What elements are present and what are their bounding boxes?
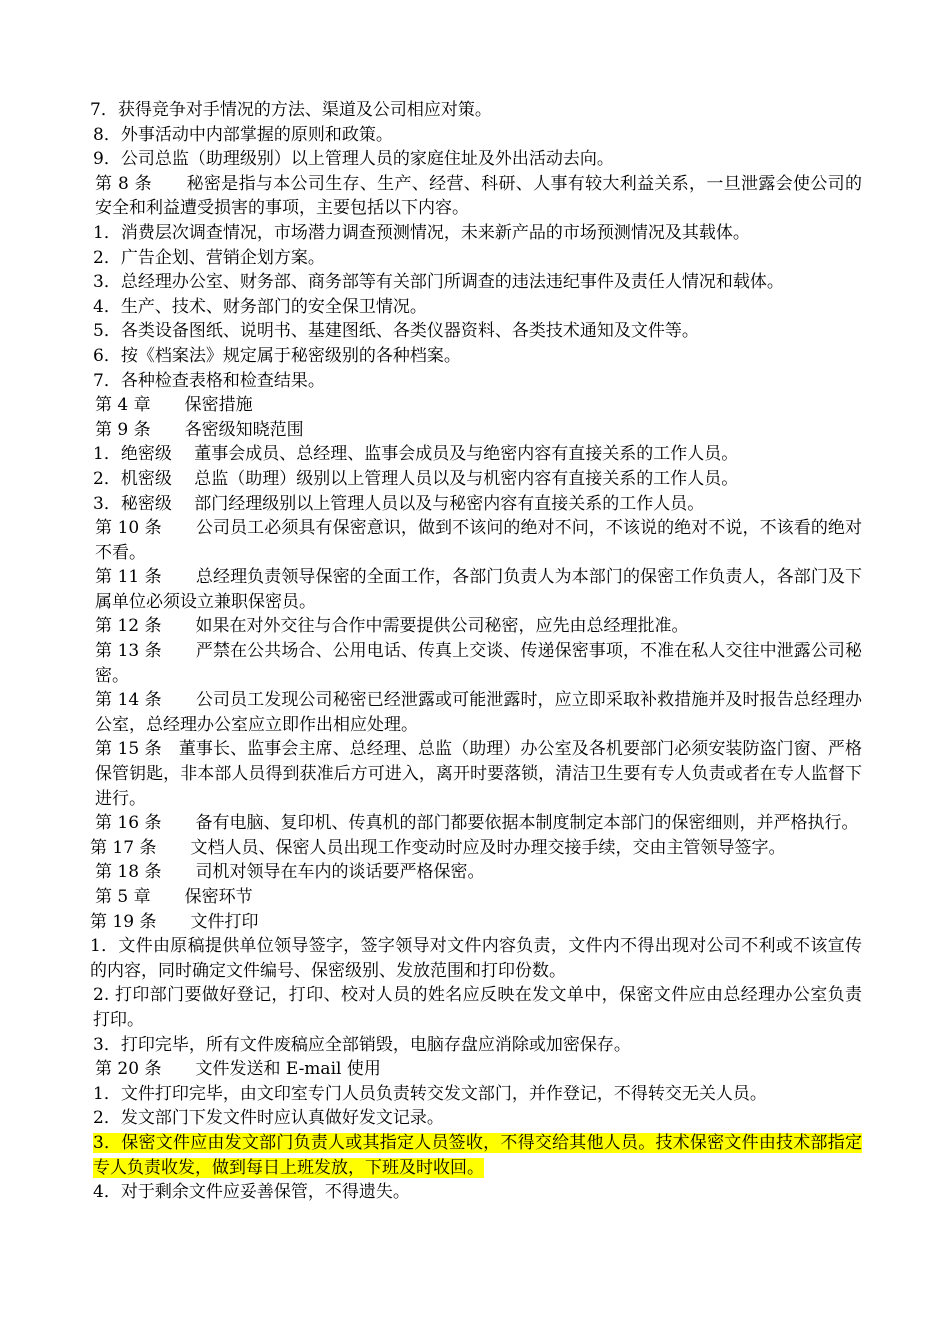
document-paragraph: 2．发文部门下发文件时应认真做好发文记录。: [93, 1108, 444, 1129]
document-paragraph: 第 16 条 备有电脑、复印机、传真机的部门都要依据本制度制定本部门的保密细则，并严格执行。: [95, 813, 859, 834]
document-paragraph: 2. 打印部门要做好登记，打印、校对人员的姓名应反映在发文单中，保密文件应由总经理办公室负责打印。: [93, 985, 862, 1030]
document-paragraph: 9．公司总监（助理级别）以上管理人员的家庭住址及外出活动去向。: [93, 149, 614, 170]
highlighted-paragraph: [90, 1131, 862, 1180]
document-paragraph: 第 11 条 总经理负责领导保密的全面工作，各部门负责人为本部门的保密工作负责人，各部门及下属单位必须设立兼职保密员。: [95, 567, 862, 612]
document-paragraph: 第 10 条 公司员工必须具有保密意识，做到不该问的绝对不问，不该说的绝对不说，不该看的绝对不看。: [95, 518, 862, 563]
document-paragraph: 第 8 条 秘密是指与本公司生存、生产、经营、科研、人事有较大利益关系，一旦泄露会使公司的安全和利益遭受损害的事项，主要包括以下内容。: [95, 173, 862, 219]
document-paragraph: 第 5 章 保密环节: [95, 887, 253, 907]
document-paragraph: 第 9 条 各密级知晓范围: [95, 419, 304, 440]
document-paragraph: 4．生产、技术、财务部门的安全保卫情况。: [93, 296, 427, 317]
document-paragraph: 第 17 条 文档人员、保密人员出现工作变动时应及时办理交接手续，交由主管领导签字。: [90, 837, 786, 858]
document-paragraph: 2．广告企划、营销企划方案。: [93, 247, 325, 268]
document-paragraph: 第 14 条 公司员工发现公司秘密已经泄露或可能泄露时，应立即采取补救措施并及时报告总经理办公室，总经理办公室应立即作出相应处理。: [95, 690, 862, 735]
document-body: [90, 98, 862, 1205]
document-paragraph: 7．获得竞争对手情况的方法、渠道及公司相应对策。: [90, 100, 492, 120]
document-paragraph: 2．机密级 总监（助理）级别以上管理人员以及与机密内容有直接关系的工作人员。: [93, 468, 739, 489]
document-paragraph: 第 15 条 董事长、监事会主席、总经理、总监（助理）办公室及各机要部门必须安装防盗门窗、严格保管钥匙，非本部人员得到获准后方可进入，离开时要落锁，清洁卫生要有专人负责或者在专人监督下进行。: [95, 739, 862, 809]
document-paragraph: 第 18 条 司机对领导在车内的谈话要严格保密。: [95, 862, 485, 883]
document-paragraph: 第 13 条 严禁在公共场合、公用电话、传真上交谈、传递保密事项，不准在私人交往中泄露公司秘密。: [95, 641, 862, 686]
document-paragraph: 第 12 条 如果在对外交往与合作中需要提供公司秘密，应先由总经理批准。: [95, 616, 689, 637]
document-paragraph: 第 4 章 保密措施: [95, 395, 253, 416]
document-paragraph: 5．各类设备图纸、说明书、基建图纸、各类仪器资料、各类技术通知及文件等。: [93, 321, 699, 342]
document-paragraph: 7．各种检查表格和检查结果。: [93, 370, 325, 391]
document-paragraph: 第 20 条 文件发送和 E-mail 使用: [95, 1059, 381, 1080]
document-paragraph: 3．打印完毕，所有文件废稿应全部销毁，电脑存盘应消除或加密保存。: [93, 1034, 631, 1055]
highlight-mark: 3．保密文件应由发文部门负责人或其指定人员签收，不得交给其他人员。技术保密文件由技术部指定专人负责收发，做到每日上班发放，下班及时收回。: [93, 1132, 862, 1178]
document-paragraph: 第 19 条 文件打印: [90, 911, 259, 932]
document-paragraph: 1．绝密级 董事会成员、总经理、监事会成员及与绝密内容有直接关系的工作人员。: [93, 444, 739, 465]
document-paragraph: 1．消费层次调查情况，市场潜力调查预测情况，未来新产品的市场预测情况及其载体。: [93, 222, 750, 243]
document-paragraph: 1．文件打印完毕，由文印室专门人员负责转交发文部门，并作登记，不得转交无关人员。: [93, 1083, 767, 1104]
document-paragraph: 3．秘密级 部门经理级别以上管理人员以及与秘密内容有直接关系的工作人员。: [93, 493, 705, 514]
document-paragraph: 4．对于剩余文件应妥善保管，不得遗失。: [93, 1182, 410, 1203]
document-paragraph: 8．外事活动中内部掌握的原则和政策。: [93, 124, 393, 145]
document-paragraph: 3．总经理办公室、财务部、商务部等有关部门所调查的违法违纪事件及责任人情况和载体。: [93, 272, 784, 293]
document-paragraph: 6．按《档案法》规定属于秘密级别的各种档案。: [93, 345, 461, 366]
document-paragraph: 1．文件由原稿提供单位领导签字，签字领导对文件内容负责，文件内不得出现对公司不利或不该宣传的内容，同时确定文件编号、保密级别、发放范围和打印份数。: [90, 936, 862, 981]
